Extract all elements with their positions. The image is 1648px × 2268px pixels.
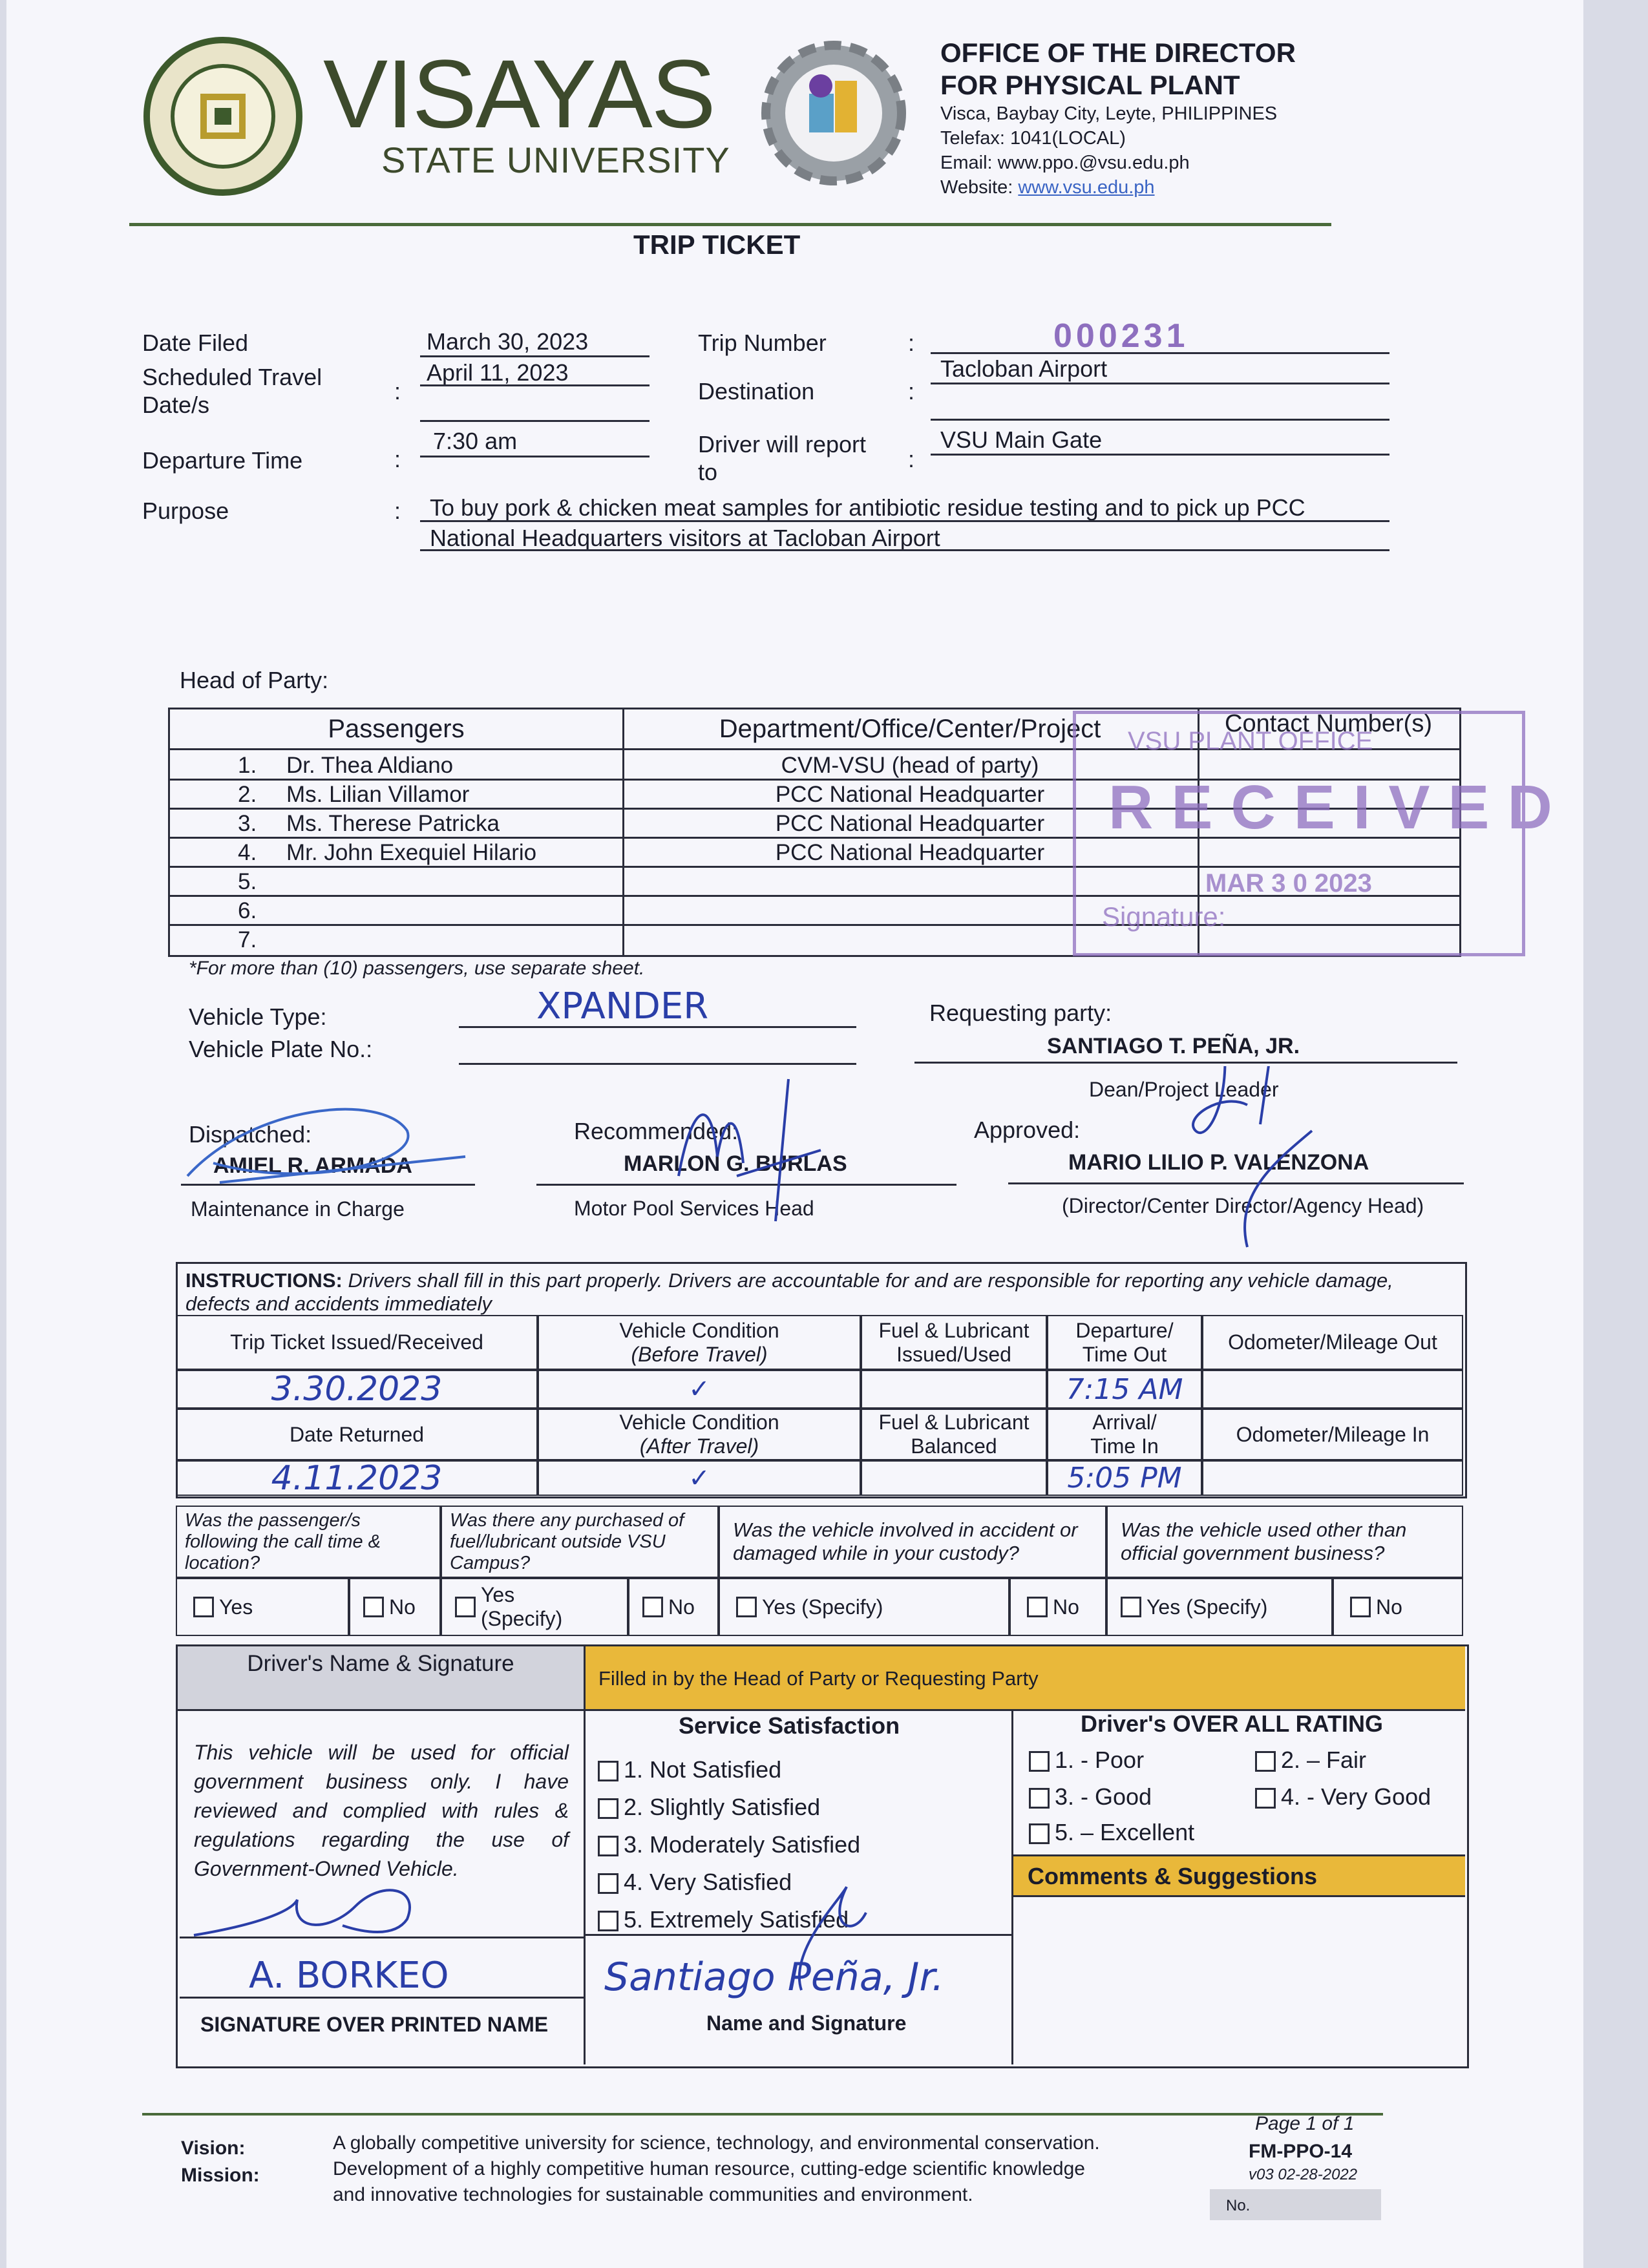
dispatched-label: Dispatched: [189, 1121, 312, 1148]
arrival-line1: Arrival/ [1092, 1411, 1157, 1434]
passenger-dept: CVM-VSU (head of party) [781, 753, 1039, 778]
rating-label: 2. – Fair [1281, 1747, 1367, 1773]
checkbox[interactable] [455, 1597, 476, 1617]
value-issued: 3.30.2023 [176, 1370, 538, 1409]
rating-label: 1. - Poor [1055, 1747, 1145, 1773]
mission-text-2: and innovative technologies for sustainable communities and environment. [333, 2184, 973, 2205]
recommended-label: Recommended: [574, 1118, 739, 1144]
sched-travel-label-2: Date/s [142, 392, 210, 418]
driver-printed-name: A. BORKEO [249, 1955, 449, 1997]
rating-option-fair[interactable] [1255, 1747, 1366, 1774]
department-header: Department/Office/Center/Project [719, 714, 1101, 743]
other-use-yes-option[interactable] [1106, 1578, 1333, 1636]
website-link[interactable]: www.vsu.edu.ph [1018, 177, 1155, 198]
cond-after-line2: (After Travel) [639, 1434, 759, 1458]
physical-plant-gear-icon [756, 36, 911, 191]
value-odo-in [1202, 1460, 1463, 1496]
value-departure: 7:15 AM [1047, 1370, 1202, 1409]
purpose-line1: To buy pork & chicken meat samples for antibiotic residue testing and to pick up PCC [430, 494, 1305, 521]
trip-number-line [931, 352, 1389, 354]
question-fuel: Was there any purchased of fuel/lubricant outside VSU Campus? [441, 1506, 719, 1578]
requesting-party-line [914, 1062, 1457, 1064]
passenger-name: Ms. Therese Patricka [286, 811, 500, 836]
passenger-note: *For more than (10) passengers, use separate sheet. [189, 958, 645, 979]
no-label: No. [1226, 2197, 1251, 2214]
checkbox[interactable] [598, 1836, 618, 1856]
colon: : [394, 446, 401, 472]
vision-text: A globally competitive university for science, technology, and environmental conservation. [333, 2132, 1100, 2154]
stamp-line2: RECEIVED [1108, 773, 1570, 842]
driver-report-label-2: to [698, 459, 718, 485]
sched-travel-label-1: Scheduled Travel [142, 364, 322, 390]
colon: : [908, 330, 915, 356]
office-title-line2: FOR PHYSICAL PLANT [940, 70, 1240, 100]
comments-header: Comments & Suggestions [1028, 1863, 1318, 1889]
value-cond-after: ✓ [538, 1460, 861, 1496]
comments-header-bg [1013, 1854, 1465, 1897]
question-accident: Was the vehicle involved in accident or damaged while in your custody? [719, 1506, 1106, 1578]
header-divider [129, 223, 1331, 226]
other-use-no-option[interactable] [1333, 1578, 1463, 1636]
header-departure [1047, 1315, 1202, 1370]
vehicle-plate-label: Vehicle Plate No.: [189, 1036, 373, 1062]
fuel-no-option[interactable] [628, 1578, 719, 1636]
checkbox[interactable] [1029, 1788, 1050, 1809]
checkbox[interactable] [598, 1873, 618, 1894]
recommended-title: Motor Pool Services Head [574, 1197, 814, 1220]
destination-value: Tacloban Airport [940, 355, 1108, 382]
purpose-label: Purpose [142, 498, 229, 524]
head-of-party-label: Head of Party: [180, 667, 329, 693]
header-cond-before [538, 1315, 861, 1370]
option-label: Yes (Specify) [481, 1583, 563, 1630]
service-label: 3. Moderately Satisfied [624, 1831, 861, 1858]
mission-text-1: Development of a highly competitive human resource, cutting-edge scientific knowledge [333, 2158, 1085, 2179]
trip-number-label: Trip Number [698, 330, 827, 356]
passengers-header: Passengers [328, 714, 465, 743]
sched-travel-line-2 [420, 420, 650, 422]
driver-report-label-1: Driver will report [698, 431, 867, 457]
option-label: Yes (Specify) [762, 1595, 883, 1619]
rating-option-excellent[interactable] [1029, 1819, 1194, 1846]
fuel-bal-line2: Balanced [911, 1434, 997, 1458]
row-number: 1. [238, 753, 257, 778]
approved-label: Approved: [974, 1117, 1081, 1143]
checkbox[interactable] [598, 1911, 618, 1931]
date-filed-value: March 30, 2023 [427, 328, 589, 355]
header-fuel-issued [861, 1315, 1047, 1370]
form-version: v03 02-28-2022 [1249, 2166, 1358, 2183]
purpose-line2: National Headquarters visitors at Tacloban Airport [430, 525, 940, 551]
colon: : [908, 446, 915, 472]
option-label: No [668, 1595, 695, 1619]
option-label: Yes (Specify) [1146, 1595, 1268, 1619]
service-option[interactable] [598, 1751, 860, 1789]
departure-time-line [420, 456, 650, 457]
university-subtitle: STATE UNIVERSITY [381, 140, 730, 180]
date-filed-label: Date Filed [142, 330, 249, 356]
service-header: Service Satisfaction [679, 1712, 900, 1739]
rating-option-very-good[interactable] [1255, 1783, 1431, 1811]
form-code: FM-PPO-14 [1249, 2141, 1353, 2162]
row-number: 4. [238, 840, 257, 865]
colon: : [394, 498, 401, 524]
checkbox[interactable] [642, 1597, 663, 1617]
vehicle-type-line [459, 1026, 856, 1028]
vision-label: Vision: [181, 2137, 246, 2159]
row-number: 2. [238, 782, 257, 807]
checkbox[interactable] [363, 1597, 384, 1617]
value-fuel-issued [861, 1370, 1047, 1409]
feedback-banner [584, 1646, 1465, 1709]
mission-label: Mission: [181, 2165, 260, 2186]
fuel-issued-line2: Issued/Used [896, 1342, 1011, 1366]
rating-label: 3. - Good [1055, 1783, 1152, 1810]
page-title: TRIP TICKET [633, 229, 801, 260]
no-field[interactable] [1210, 2189, 1381, 2220]
header-arrival [1047, 1409, 1202, 1460]
checkbox[interactable] [193, 1597, 214, 1617]
passenger-dept: PCC National Headquarter [775, 811, 1045, 836]
accident-no-option[interactable] [1009, 1578, 1106, 1636]
cond-before-line2: (Before Travel) [631, 1342, 768, 1366]
passenger-name: Mr. John Exequiel Hilario [286, 840, 537, 865]
destination-line [931, 383, 1389, 384]
instructions-text [185, 1269, 1459, 1316]
recommended-name: MARLON G. BURLAS [624, 1151, 847, 1176]
service-option[interactable] [598, 1789, 860, 1826]
approved-name: MARIO LILIO P. VALENZONA [1068, 1150, 1369, 1175]
requester-handwritten-name: Santiago Peña, Jr. [604, 1955, 944, 2000]
checkbox[interactable] [598, 1761, 618, 1781]
checkbox[interactable] [598, 1798, 618, 1819]
accident-yes-option[interactable] [719, 1578, 1009, 1636]
comments-area[interactable] [1015, 1896, 1463, 2061]
sched-travel-line [420, 384, 650, 386]
contact-header: Contact Number(s) [1225, 710, 1432, 737]
recommender-signature [679, 1079, 821, 1221]
service-label: 4. Very Satisfied [624, 1869, 792, 1895]
service-label: 1. Not Satisfied [624, 1756, 782, 1783]
passenger-name: Dr. Thea Aldiano [286, 753, 454, 778]
value-fuel-balanced [861, 1460, 1047, 1496]
received-stamp [1073, 711, 1570, 956]
rating-label: 4. - Very Good [1281, 1783, 1431, 1810]
destination-label: Destination [698, 378, 815, 404]
calltime-no-option[interactable] [349, 1578, 441, 1636]
requester-signature [750, 1874, 944, 2003]
approved-title: (Director/Center Director/Agency Head) [1062, 1194, 1424, 1217]
value-arrival: 5:05 PM [1047, 1460, 1202, 1496]
rating-label: 5. – Excellent [1055, 1819, 1195, 1845]
approver-signature [1193, 1066, 1312, 1247]
instructions-bold: INSTRUCTIONS: [185, 1269, 343, 1292]
option-label: No [389, 1595, 416, 1619]
rating-option-good[interactable] [1029, 1783, 1152, 1811]
stamp-signature: Signature: [1102, 901, 1226, 932]
dispatched-title: Maintenance in Charge [191, 1197, 405, 1221]
departure-line2: Time Out [1082, 1342, 1167, 1366]
vehicle-type-label: Vehicle Type: [189, 1003, 327, 1030]
footer-divider [142, 2113, 1383, 2116]
checkbox[interactable] [1350, 1597, 1371, 1617]
office-telefax: Telefax: 1041(LOCAL) [940, 128, 1126, 149]
departure-time-value: 7:30 am [433, 428, 518, 454]
driver-name-line [180, 1997, 584, 1999]
block-divider [584, 1646, 586, 2064]
website-label: Website: [940, 177, 1013, 198]
row-number: 7. [238, 927, 257, 952]
fuel-issued-line1: Fuel & Lubricant [878, 1318, 1030, 1342]
colon: : [908, 378, 915, 404]
driver-report-value: VSU Main Gate [940, 426, 1103, 453]
office-address: Visca, Baybay City, Leyte, PHILIPPINES [940, 103, 1278, 124]
departure-time-label: Departure Time [142, 447, 303, 474]
calltime-yes-option[interactable] [176, 1578, 349, 1636]
driver-header: Driver's Name & Signature [247, 1651, 514, 1676]
instructions-body: Drivers shall fill in this part properly. Drivers are accountable for and are responsible for reporting any vehicle damage, defects and accidents immediately [185, 1269, 1393, 1315]
checkbox[interactable] [1121, 1597, 1141, 1617]
office-website [940, 177, 1155, 198]
question-other-use: Was the vehicle used other than official government business? [1106, 1506, 1463, 1578]
stamp-line1: VSU PLANT OFFICE [1128, 727, 1373, 755]
service-label: 5. Extremely Satisfied [624, 1906, 849, 1933]
feedback-banner-text: Filled in by the Head of Party or Requesting Party [598, 1667, 1039, 1690]
passenger-name: Ms. Lilian Villamor [286, 782, 470, 807]
cond-before-line1: Vehicle Condition [619, 1318, 779, 1342]
row-number: 6. [238, 898, 257, 923]
option-label: No [1053, 1595, 1079, 1619]
question-calltime: Was the passenger/s following the call time & location? [176, 1506, 441, 1578]
cond-after-line1: Vehicle Condition [619, 1411, 779, 1434]
date-filed-line [420, 355, 650, 357]
signature-scribbles [174, 1066, 1467, 1273]
passenger-dept: PCC National Headquarter [775, 840, 1045, 865]
option-label: Yes [219, 1595, 253, 1619]
purpose-underline-1 [420, 520, 1389, 522]
option-label: No [1376, 1595, 1402, 1619]
header-cond-after [538, 1409, 861, 1460]
fuel-yes-option[interactable] [441, 1578, 628, 1636]
stamp-date: MAR 3 0 2023 [1205, 869, 1372, 898]
purpose-underline-2 [420, 549, 1389, 551]
university-name: VISAYAS [323, 39, 715, 148]
dispatcher-signature [187, 1109, 465, 1182]
driver-footer: SIGNATURE OVER PRINTED NAME [200, 2013, 549, 2036]
office-title-line1: OFFICE OF THE DIRECTOR [940, 37, 1296, 68]
rating-header: Driver's OVER ALL RATING [1081, 1710, 1383, 1737]
checkbox[interactable] [1029, 1823, 1050, 1844]
checkbox[interactable] [1027, 1597, 1048, 1617]
header-issued: Trip Ticket Issued/Received [176, 1315, 538, 1370]
dispatched-name: AMIEL R. ARMADA [213, 1153, 412, 1178]
header-odo-out: Odometer/Mileage Out [1202, 1315, 1463, 1370]
value-returned: 4.11.2023 [176, 1460, 538, 1496]
checkbox[interactable] [736, 1597, 757, 1617]
rating-option-poor[interactable] [1029, 1747, 1144, 1774]
value-cond-before: ✓ [538, 1370, 861, 1409]
destination-line-2 [931, 419, 1389, 421]
service-option[interactable] [598, 1826, 860, 1864]
requesting-party-name: SANTIAGO T. PEÑA, JR. [1047, 1034, 1300, 1058]
vehicle-plate-line [459, 1063, 856, 1065]
office-email: Email: www.ppo.@vsu.edu.ph [940, 152, 1190, 173]
passenger-dept: PCC National Headquarter [775, 782, 1045, 807]
row-number: 3. [238, 811, 257, 836]
checkbox[interactable] [1255, 1751, 1276, 1772]
trip-ticket-page [6, 0, 1583, 2268]
driver-statement: This vehicle will be used for official government business only. I have reviewed and complied with rules & regulations regarding the use of Government-Owned Vehicle. [194, 1741, 569, 1880]
vehicle-type-value: XPANDER [536, 985, 709, 1027]
requesting-party-title: Dean/Project Leader [1089, 1078, 1279, 1101]
checkbox[interactable] [1255, 1788, 1276, 1809]
header-fuel-balanced [861, 1409, 1047, 1460]
page-number: Page 1 of 1 [1255, 2113, 1355, 2134]
service-label: 2. Slightly Satisfied [624, 1794, 821, 1820]
checkbox[interactable] [1029, 1751, 1050, 1772]
arrival-line2: Time In [1090, 1434, 1159, 1458]
departure-line1: Departure/ [1075, 1318, 1174, 1342]
value-odo-out [1202, 1370, 1463, 1409]
trip-number-value: 000231 [1053, 317, 1189, 355]
requesting-party-label: Requesting party: [929, 1000, 1112, 1026]
sched-travel-value: April 11, 2023 [427, 359, 569, 386]
name-signature-label: Name and Signature [706, 2011, 907, 2035]
vsu-seal-icon [142, 36, 304, 197]
row-number: 5. [238, 869, 257, 894]
driver-report-line [931, 454, 1389, 456]
colon: : [394, 378, 401, 404]
fuel-bal-line1: Fuel & Lubricant [878, 1411, 1030, 1434]
header-returned: Date Returned [176, 1409, 538, 1460]
header-odo-in: Odometer/Mileage In [1202, 1409, 1463, 1460]
